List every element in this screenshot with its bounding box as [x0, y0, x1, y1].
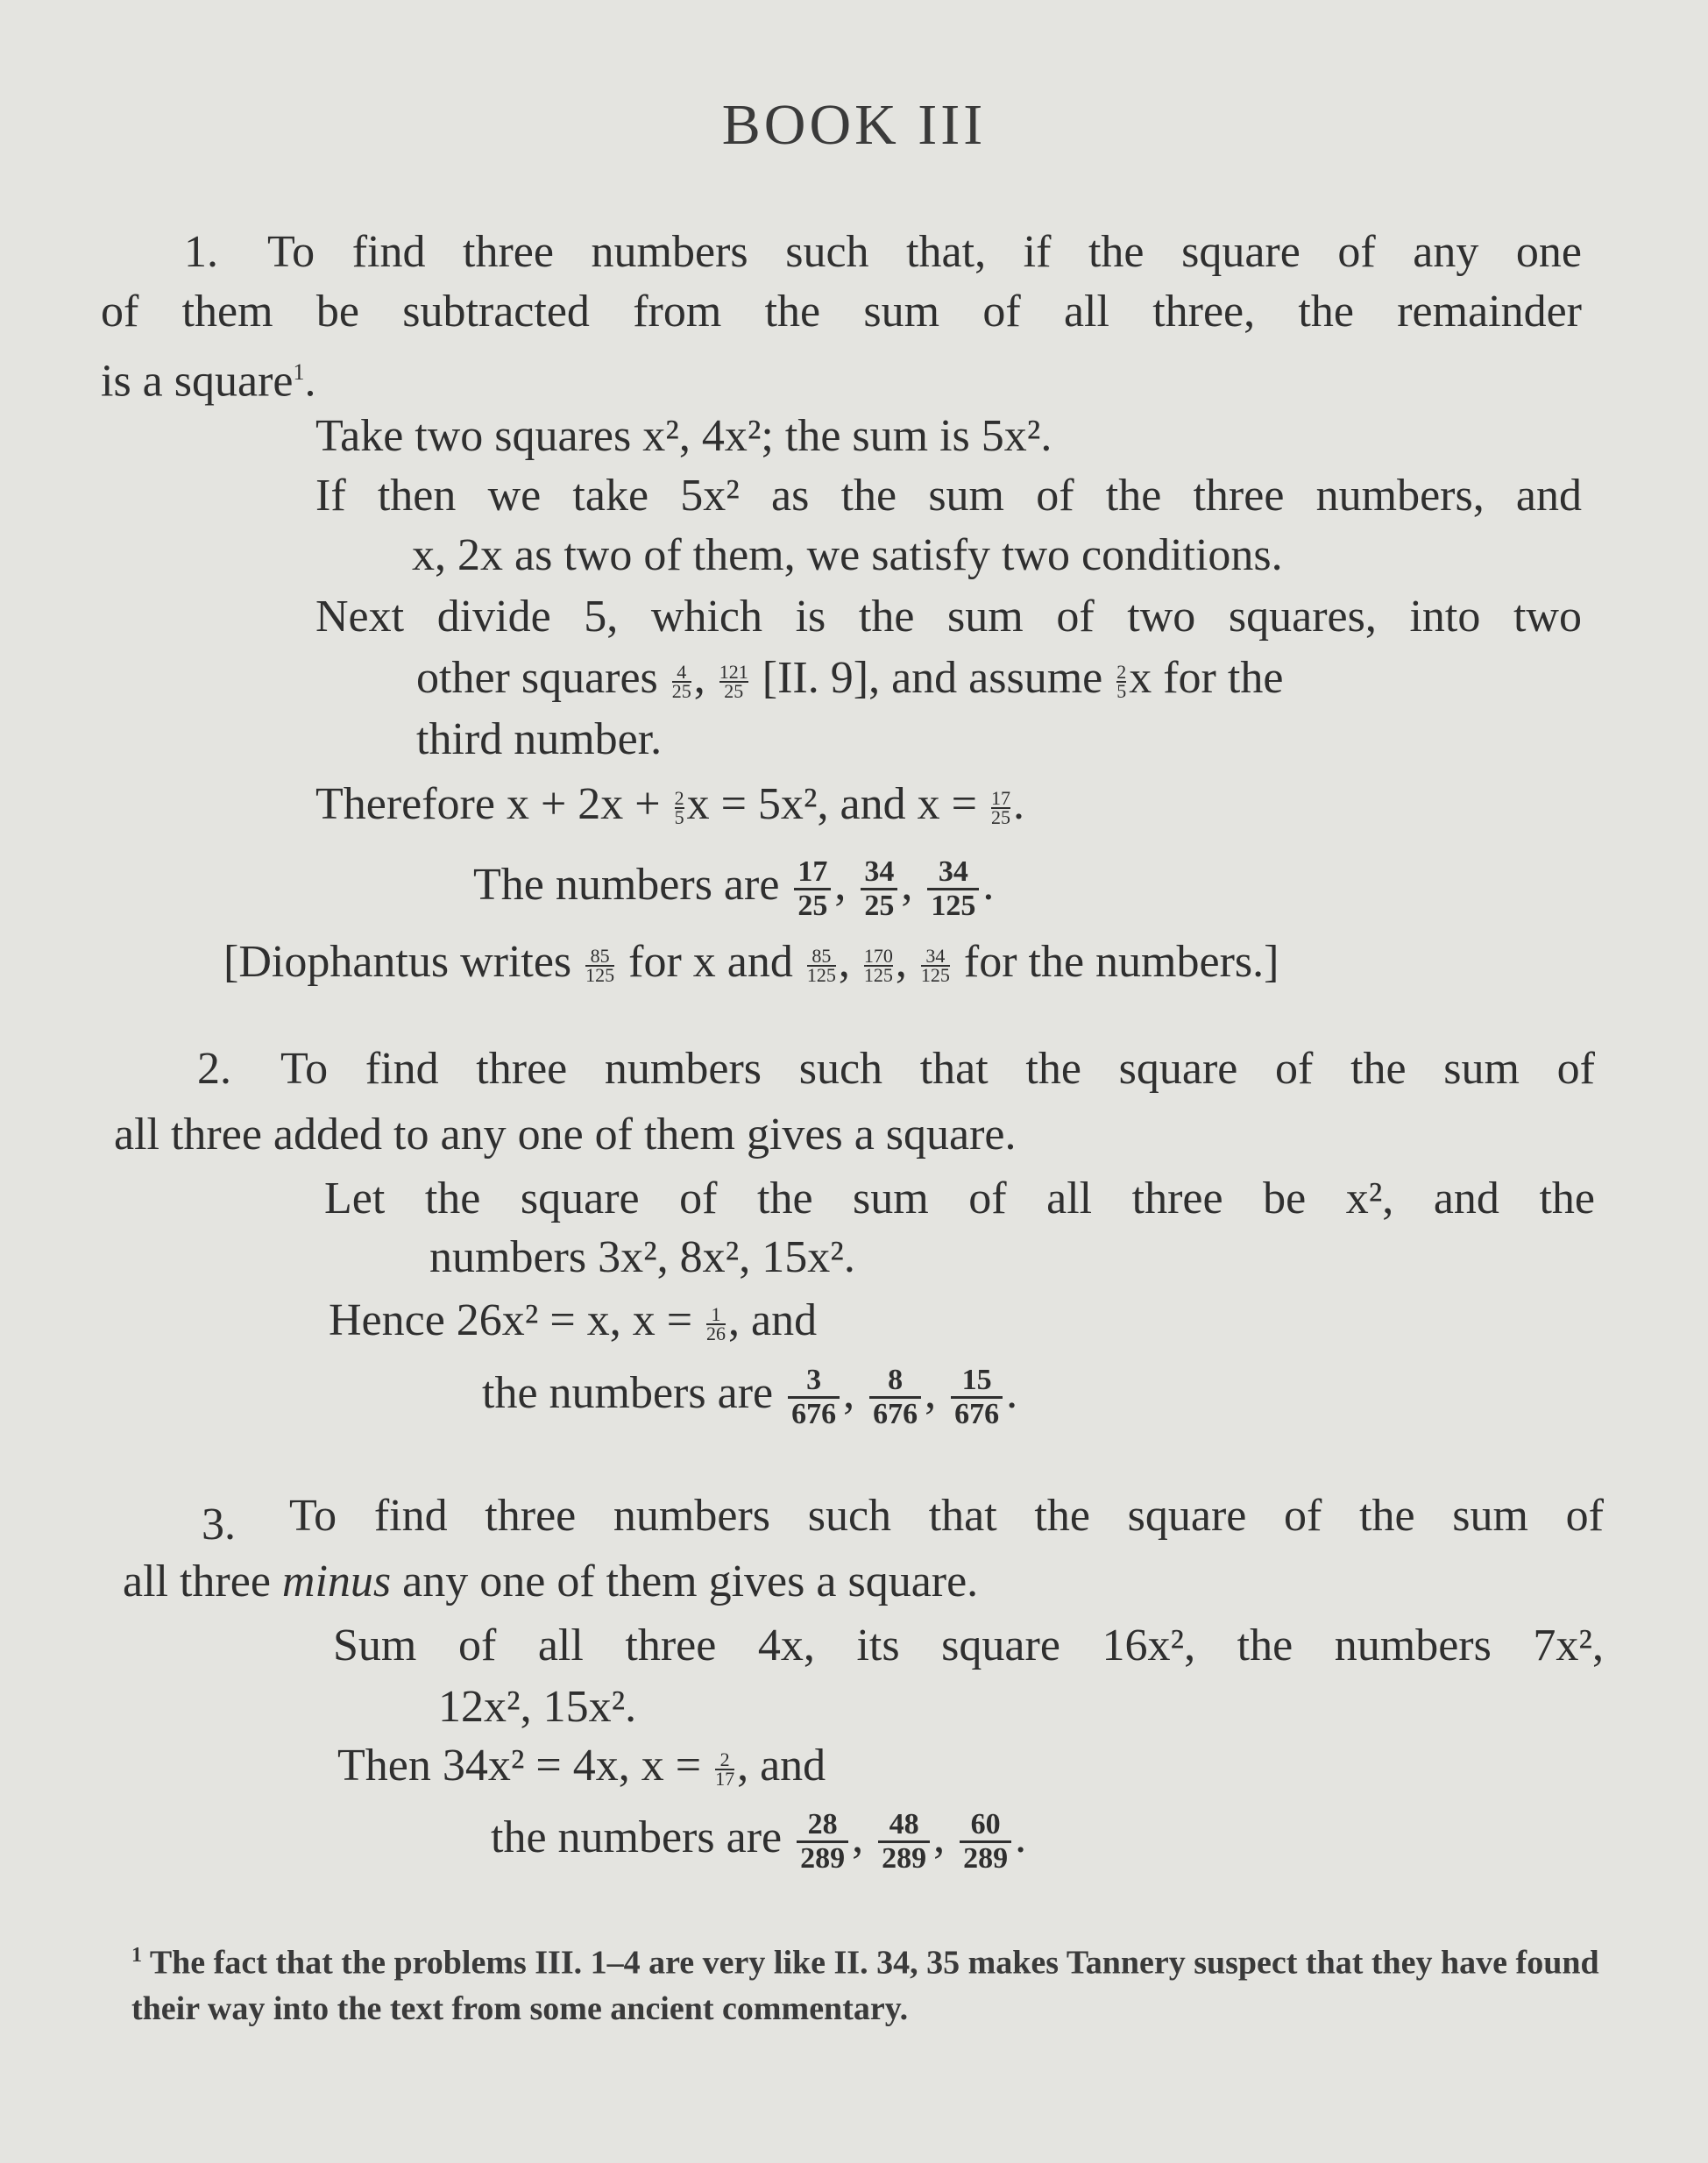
- problem-1-step-2a: If then we take 5x² as the sum of the three numbers, and: [315, 471, 1582, 521]
- problem-1-step-5: The numbers are $\frac{17}{25}$ , $\frac{34}{25}$ , $\frac{34}{125}$ .: [473, 855, 995, 922]
- footnote-marker: 1: [131, 1944, 142, 1967]
- footnote: [131, 1933, 1604, 2032]
- fraction: $\frac{2}{5}$: [1116, 661, 1127, 703]
- problem-1-step-4: [315, 778, 1024, 831]
- fraction: $\frac{2}{17}$: [715, 1748, 735, 1791]
- problem-1-step-1: Take two squares x², 4x²; the sum is 5x².: [315, 411, 1052, 461]
- fraction: $\frac{60}{289}$: [960, 1809, 1011, 1875]
- problem-2-step-1b: numbers 3x², 8x², 15x².: [429, 1232, 855, 1282]
- fraction: $\frac{34}{125}$: [920, 945, 950, 987]
- problem-1-line-3-end: .: [304, 356, 316, 407]
- fraction: $\frac{17}{25}$: [794, 856, 831, 922]
- problem-3-step-1b: 12x², 15x².: [438, 1682, 637, 1732]
- fraction: $\frac{15}{676}$: [951, 1365, 1003, 1430]
- fraction: $\frac{170}{125}$: [863, 945, 893, 987]
- step-4-text: Therefore x + 2x +: [315, 779, 661, 829]
- fraction: $\frac{3}{676}$: [788, 1365, 840, 1430]
- problem-1-line-3-text: is a square: [101, 356, 294, 407]
- fraction: $\frac{121}{25}$: [719, 661, 748, 703]
- step-4-end: .: [1012, 779, 1024, 829]
- fraction: $\frac{85}{125}$: [806, 945, 836, 987]
- p3-line-2-post: any one of them gives a square.: [402, 1557, 979, 1606]
- p2-step-2-text: Hence 26x² = x, x =: [329, 1295, 693, 1345]
- fraction: $\frac{4}{25}$: [671, 661, 691, 703]
- note-mid: for x and: [628, 937, 793, 987]
- p3-line-2-pre: all three: [123, 1557, 271, 1606]
- problem-3-step-3: the numbers are $\frac{28}{289}$ , $\frac{48}{289}$ , $\frac{60}{289}$ .: [491, 1807, 1027, 1875]
- problem-1-line-2: of them be subtracted from the sum of all three, the remainder: [101, 287, 1582, 337]
- note-text: [Diophantus writes: [223, 937, 572, 987]
- problem-2-step-1a: Let the square of the sum of all three be x², and the: [324, 1174, 1595, 1223]
- problem-1-note: [Diophantus writes $\frac{85}{125}$ for x and $\frac{85}{125}$ , $\frac{170}{125}$ , $\frac{34}{125}$ for the numbers.]: [223, 937, 1279, 987]
- problem-1-line-1: To find three numbers such that, if the square of any one: [267, 227, 1582, 277]
- problem-2-line-1: To find three numbers such that the square of the sum of: [280, 1044, 1595, 1094]
- problem-3-number: 3.: [202, 1500, 236, 1550]
- problem-3-step-1a: Sum of all three 4x, its square 16x², the numbers 7x²,: [333, 1620, 1604, 1670]
- footnote-ref: 1: [293, 359, 305, 385]
- p3-step-2-text: Then 34x² = 4x, x =: [337, 1741, 702, 1791]
- problem-3-line-1: To find three numbers such that the square of the sum of: [289, 1491, 1604, 1541]
- step-4-mid: x = 5x², and x =: [686, 779, 977, 829]
- p2-step-3-text: the numbers are: [482, 1368, 774, 1418]
- p3-line-2-emphasis: minus: [281, 1557, 392, 1606]
- fraction: $\frac{17}{25}$: [990, 787, 1010, 829]
- problem-3-line-2: [123, 1556, 978, 1608]
- problem-2-line-2: all three added to any one of them gives a square.: [114, 1110, 1017, 1160]
- fraction: $\frac{2}{5}$: [674, 787, 684, 829]
- fraction: $\frac{28}{289}$: [797, 1809, 848, 1875]
- problem-1-line-3: [101, 346, 315, 408]
- problem-1-step-3c: third number.: [416, 714, 663, 764]
- footnote-text: The fact that the problems III. 1–4 are very like II. 34, 35 makes Tannery suspect that they have found their way into the text from some ancient commentary.: [131, 1944, 1599, 2027]
- fraction: $\frac{48}{289}$: [878, 1809, 930, 1875]
- step-3b-text-2: [II. 9], and assume: [762, 653, 1103, 703]
- page-heading: BOOK III: [721, 93, 987, 157]
- problem-3-step-2: [337, 1740, 826, 1792]
- fraction: $\frac{34}{25}$: [861, 856, 897, 922]
- step-3b-text: other squares: [416, 653, 658, 703]
- problem-1-step-2b: x, 2x as two of them, we satisfy two conditions.: [412, 530, 1283, 580]
- problem-1-number: 1.: [184, 227, 218, 277]
- p3-step-3-text: the numbers are: [491, 1812, 783, 1862]
- note-end: for the numbers.]: [963, 937, 1279, 987]
- fraction: $\frac{85}{125}$: [585, 945, 615, 987]
- p3-step-2-end: , and: [737, 1741, 826, 1791]
- problem-2-number: 2.: [197, 1044, 231, 1094]
- p2-step-2-end: , and: [728, 1295, 818, 1345]
- fraction: $\frac{1}{26}$: [706, 1303, 726, 1345]
- problem-2-step-3: the numbers are $\frac{3}{676}$ , $\frac{8}{676}$ , $\frac{15}{676}$ .: [482, 1363, 1018, 1430]
- problem-2-step-2: [329, 1294, 817, 1347]
- step-3b-end: x for the: [1129, 653, 1284, 703]
- fraction: $\frac{34}{125}$: [927, 856, 979, 922]
- fraction: $\frac{8}{676}$: [869, 1365, 921, 1430]
- problem-1-step-3a: Next divide 5, which is the sum of two squares, into two: [315, 592, 1582, 642]
- problem-1-step-3b: other squares $\frac{4}{25}$ , $\frac{121}{25}$ [II. 9], and assume $\frac{2}{5}$ x for the: [416, 653, 1284, 703]
- step-5-text: The numbers are: [473, 860, 780, 910]
